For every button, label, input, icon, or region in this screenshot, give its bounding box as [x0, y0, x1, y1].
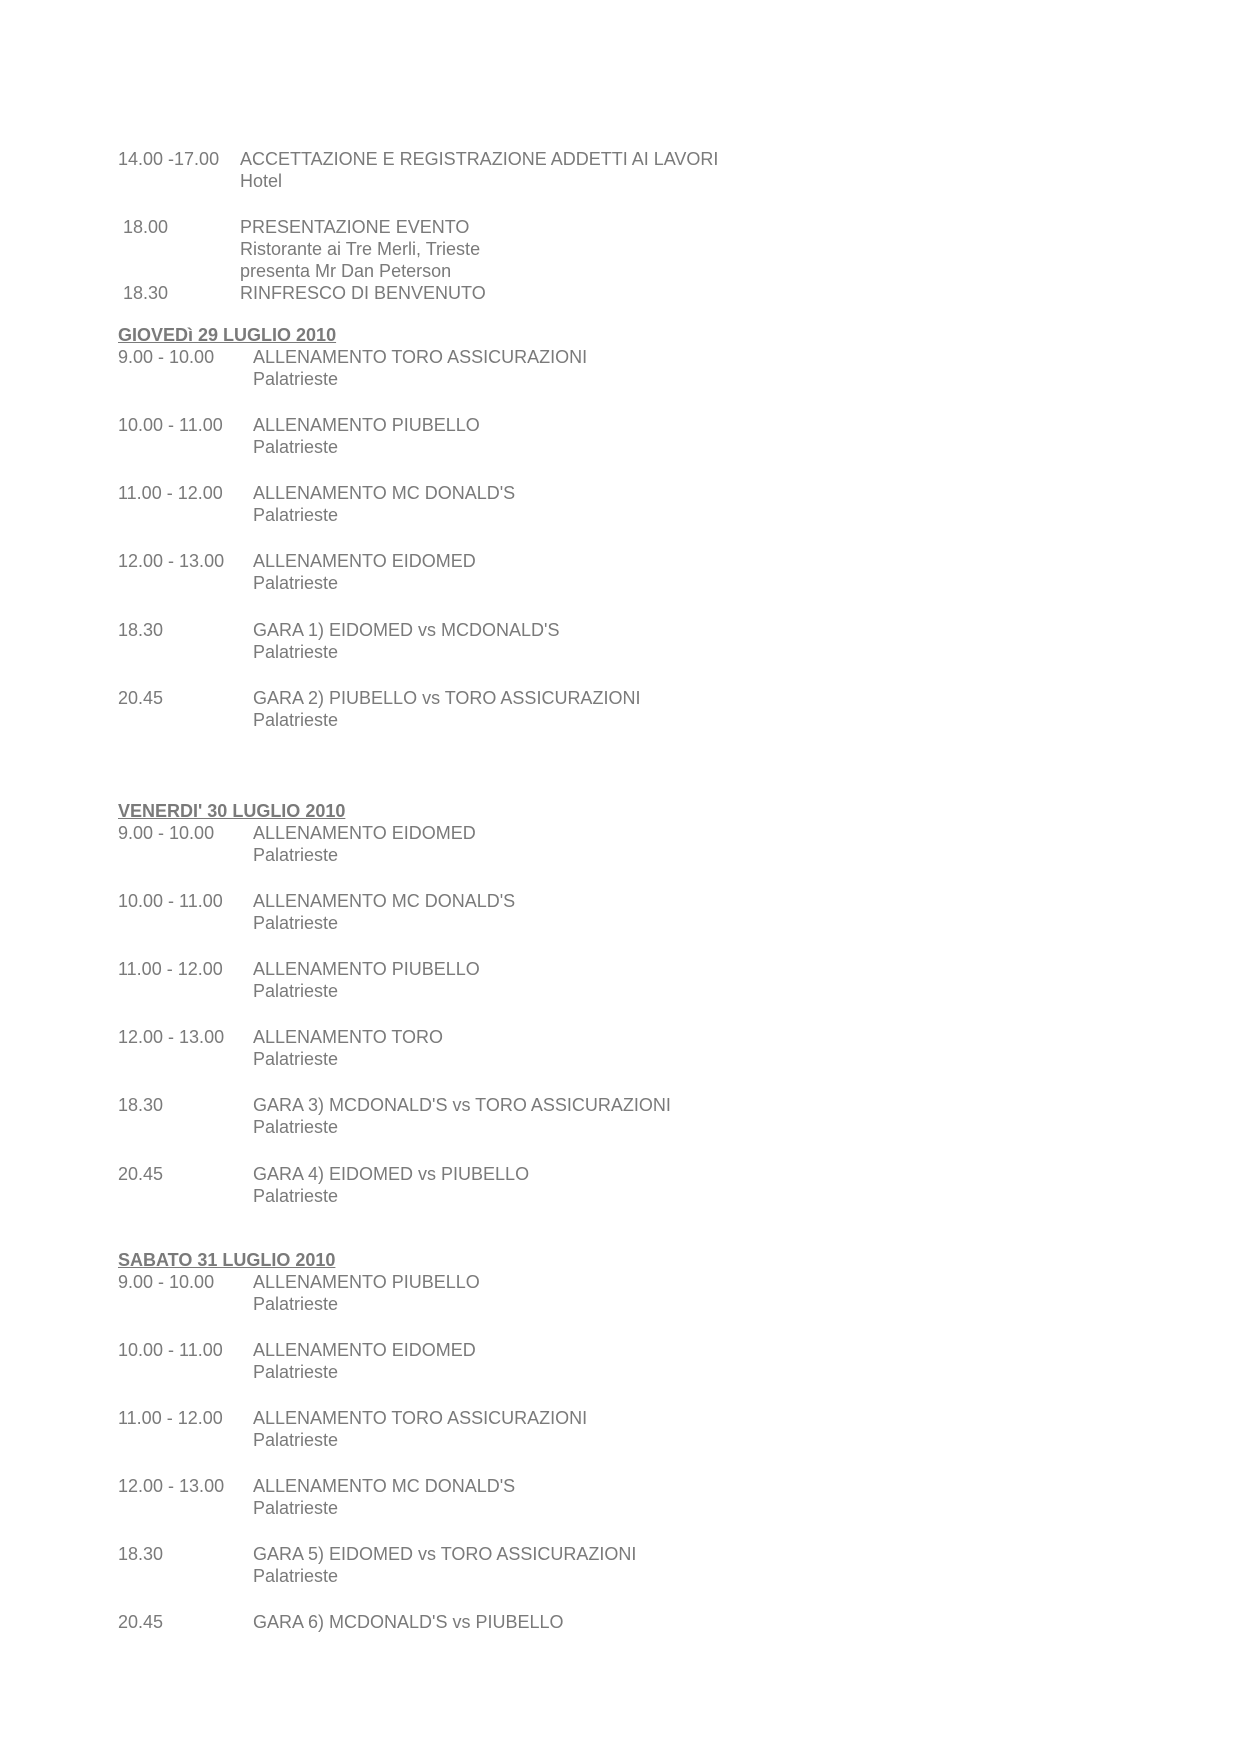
- entry-line: Palatrieste: [253, 505, 339, 525]
- entry-description: [253, 1475, 515, 1519]
- entry-line: GARA 2) PIUBELLO vs TORO ASSICURAZIONI: [253, 688, 641, 708]
- entry-description: [253, 687, 640, 731]
- entry-description: [253, 1026, 443, 1070]
- day-heading: VENERDI' 30 LUGLIO 2010: [118, 801, 346, 821]
- entry-line: ALLENAMENTO TORO: [253, 1027, 444, 1047]
- entry-description: [253, 414, 480, 458]
- entry-description: [253, 550, 476, 594]
- entry-line: Palatrieste: [253, 369, 339, 389]
- entry-line: Palatrieste: [253, 913, 339, 933]
- entry-description: [253, 1543, 636, 1587]
- entry-line: Palatrieste: [253, 845, 339, 865]
- entry-time: 11.00 - 12.00: [118, 1408, 223, 1428]
- entry-time: 12.00 - 13.00: [118, 1476, 225, 1496]
- entry-time: 12.00 - 13.00: [118, 1027, 225, 1047]
- day-heading: GIOVEDì 29 LUGLIO 2010: [118, 325, 337, 345]
- entry-line: Palatrieste: [253, 573, 339, 593]
- entry-line: ALLENAMENTO MC DONALD'S: [253, 891, 516, 911]
- entry-description: [253, 1407, 587, 1451]
- entry-time: 10.00 - 11.00: [118, 1340, 223, 1360]
- entry-time: 18.30: [118, 1095, 164, 1115]
- entry-line: ALLENAMENTO TORO ASSICURAZIONI: [253, 1408, 588, 1428]
- entry-time: 11.00 - 12.00: [118, 959, 223, 979]
- entry-line: ALLENAMENTO MC DONALD'S: [253, 1476, 516, 1496]
- entry-time: 11.00 - 12.00: [118, 483, 223, 503]
- entry-line: Palatrieste: [253, 1362, 339, 1382]
- entry-line: ALLENAMENTO PIUBELLO: [253, 415, 480, 435]
- entry-description: [240, 148, 718, 192]
- entry-time: 9.00 - 10.00: [118, 347, 215, 367]
- entry-line: ALLENAMENTO PIUBELLO: [253, 1272, 480, 1292]
- entry-description: [253, 1094, 671, 1138]
- entry-line: Palatrieste: [253, 1117, 339, 1137]
- entry-line: Palatrieste: [253, 1430, 339, 1450]
- entry-line: Palatrieste: [253, 1049, 339, 1069]
- entry-line: Palatrieste: [253, 710, 339, 730]
- entry-line: GARA 4) EIDOMED vs PIUBELLO: [253, 1164, 530, 1184]
- entry-line: Palatrieste: [253, 642, 339, 662]
- entry-line: presenta Mr Dan Peterson: [240, 261, 452, 281]
- entry-line: PRESENTAZIONE EVENTO: [240, 217, 470, 237]
- entry-line: Palatrieste: [253, 1294, 339, 1314]
- entry-description: [253, 958, 480, 1002]
- entry-line: ALLENAMENTO EIDOMED: [253, 551, 476, 571]
- entry-time: 20.45: [118, 688, 164, 708]
- entry-description: [253, 482, 515, 526]
- day-heading: SABATO 31 LUGLIO 2010: [118, 1250, 336, 1270]
- entry-line: ALLENAMENTO EIDOMED: [253, 1340, 476, 1360]
- entry-description: [253, 1271, 480, 1315]
- entry-line: RINFRESCO DI BENVENUTO: [240, 283, 486, 303]
- entry-line: ALLENAMENTO MC DONALD'S: [253, 483, 516, 503]
- entry-line: Hotel: [240, 171, 283, 191]
- entry-description: [253, 619, 559, 663]
- entry-time: 18.30: [118, 620, 164, 640]
- entry-time: 10.00 - 11.00: [118, 891, 223, 911]
- entry-line: Palatrieste: [253, 1186, 339, 1206]
- entry-line: GARA 3) MCDONALD'S vs TORO ASSICURAZIONI: [253, 1095, 671, 1115]
- entry-time: 18.30: [123, 283, 169, 303]
- entry-time: 18.00: [123, 217, 169, 237]
- entry-description: [240, 282, 486, 304]
- entry-description: [240, 216, 480, 282]
- entry-line: GARA 6) MCDONALD'S vs PIUBELLO: [253, 1612, 564, 1632]
- entry-time: 20.45: [118, 1612, 164, 1632]
- entry-time: 20.45: [118, 1164, 164, 1184]
- entry-line: Palatrieste: [253, 437, 339, 457]
- entry-line: GARA 5) EIDOMED vs TORO ASSICURAZIONI: [253, 1544, 637, 1564]
- entry-time: 9.00 - 10.00: [118, 823, 215, 843]
- entry-line: Palatrieste: [253, 1566, 339, 1586]
- entry-description: [253, 890, 515, 934]
- entry-line: ALLENAMENTO TORO ASSICURAZIONI: [253, 347, 588, 367]
- entry-line: ACCETTAZIONE E REGISTRAZIONE ADDETTI AI LAVORI: [240, 149, 719, 169]
- entry-line: ALLENAMENTO PIUBELLO: [253, 959, 480, 979]
- entry-line: ALLENAMENTO EIDOMED: [253, 823, 476, 843]
- entry-time: 18.30: [118, 1544, 164, 1564]
- entry-line: Palatrieste: [253, 1498, 339, 1518]
- entry-time: 10.00 - 11.00: [118, 415, 223, 435]
- entry-line: GARA 1) EIDOMED vs MCDONALD'S: [253, 620, 560, 640]
- entry-time: 12.00 - 13.00: [118, 551, 225, 571]
- entry-description: [253, 346, 587, 390]
- entry-time: 9.00 - 10.00: [118, 1272, 215, 1292]
- entry-line: Ristorante ai Tre Merli, Trieste: [240, 239, 481, 259]
- entry-description: [253, 1163, 529, 1207]
- entry-description: [253, 1611, 564, 1633]
- entry-line: Palatrieste: [253, 981, 339, 1001]
- entry-time: 14.00 -17.00: [118, 149, 220, 169]
- entry-description: [253, 1339, 476, 1383]
- entry-description: [253, 822, 476, 866]
